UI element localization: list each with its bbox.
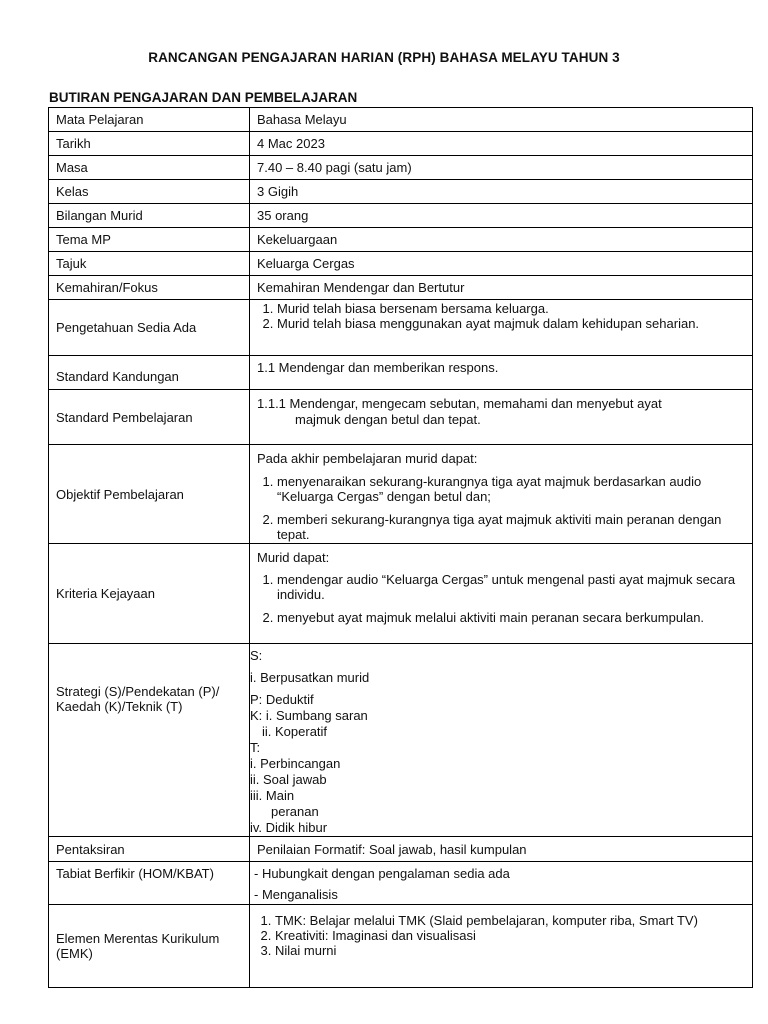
standard-line: 1.1.1 Mendengar, mengecam sebutan, memahami dan menyebut ayat [257,396,662,411]
table-row [49,180,753,204]
table-row [49,252,753,276]
row-value: 7.40 – 8.40 pagi (satu jam) [250,156,753,180]
thinking-item: - Hubungkait dengan pengalaman sedia ada [254,866,510,881]
row-label: Tema MP [49,228,250,252]
list-item: 2. Murid telah biasa menggunakan ayat majmuk dalam kehidupan seharian. [277,316,745,331]
row-label: Elemen Merentas Kurikulum (EMK) [49,905,250,988]
strategy-p: P: Deduktif [250,692,314,707]
strategy-k-item: ii. Koperatif [262,724,328,739]
list-item: 1. menyenaraikan sekurang-kurangnya tiga ayat majmuk berdasarkan audio “Keluarga Cergas” dengan betul dan; [277,474,745,504]
table-row [49,108,753,132]
list-item: 1. mendengar audio “Keluarga Cergas” untuk mengenal pasti ayat majmuk secara individu. [277,572,745,602]
strategy-k-item: K: i. Sumbang saran [250,708,368,723]
row-label: Pengetahuan Sedia Ada [49,300,250,356]
row-label: Tajuk [49,252,250,276]
table-row [49,837,753,862]
list-item: 2. memberi sekurang-kurangnya tiga ayat majmuk aktiviti main peranan dengan tepat. [277,512,745,542]
row-label: Objektif Pembelajaran [49,445,250,544]
table-row [49,445,753,544]
strategy-t-heading: T: [250,740,261,755]
row-value [250,544,753,644]
row-label: Tarikh [49,132,250,156]
prior-knowledge-list [257,301,745,331]
criteria-intro: Murid dapat: [257,550,330,565]
table-row [49,204,753,228]
strategy-t-item: iii. Main [250,788,295,803]
objective-list [257,474,745,542]
table-row [49,905,753,988]
objective-intro: Pada akhir pembelajaran murid dapat: [257,451,478,466]
table-row [49,276,753,300]
row-label: Standard Kandungan [49,356,250,390]
row-value: Kekeluargaan [250,228,753,252]
list-item: 2. Kreativiti: Imaginasi dan visualisasi [275,928,745,943]
lesson-details-table [48,107,753,988]
row-value: 35 orang [250,204,753,228]
row-value: 4 Mac 2023 [250,132,753,156]
row-value: 3 Gigih [250,180,753,204]
thinking-item: - Menganalisis [254,887,338,902]
row-value: Bahasa Melayu [250,108,753,132]
row-label: Masa [49,156,250,180]
row-label: Bilangan Murid [49,204,250,228]
document-title: RANCANGAN PENGAJARAN HARIAN (RPH) BAHASA MELAYU TAHUN 3 [148,50,620,65]
table-row [49,156,753,180]
row-value [250,905,753,988]
row-value [250,862,753,905]
section-title: BUTIRAN PENGAJARAN DAN PEMBELAJARAN [49,90,358,105]
row-value: 1.1 Mendengar dan memberikan respons. [250,356,753,390]
table-row [49,300,753,356]
row-label: Kemahiran/Fokus [49,276,250,300]
table-row [49,544,753,644]
row-label: Strategi (S)/Pendekatan (P)/ Kaedah (K)/Teknik (T) [49,644,250,837]
row-label: Pentaksiran [49,837,250,862]
row-value [250,300,753,356]
strategy-t-item: ii. Soal jawab [250,772,327,787]
criteria-list [257,572,745,625]
list-item: 3. Nilai murni [275,943,745,958]
emk-list [257,913,745,958]
row-label: Kriteria Kejayaan [49,544,250,644]
strategy-t-item: i. Perbincangan [250,756,341,771]
list-item: 1. Murid telah biasa bersenam bersama keluarga. [277,301,745,316]
list-item: 1. TMK: Belajar melalui TMK (Slaid pembelajaran, komputer riba, Smart TV) [275,913,745,928]
row-label: Kelas [49,180,250,204]
row-label: Standard Pembelajaran [49,390,250,445]
strategy-t-item: peranan [271,804,319,819]
row-value [250,390,753,445]
table-row [49,390,753,445]
list-item: 2. menyebut ayat majmuk melalui aktiviti main peranan secara berkumpulan. [277,610,745,625]
strategy-value [250,644,753,837]
row-value: Keluarga Cergas [250,252,753,276]
row-label: Tabiat Berfikir (HOM/KBAT) [49,862,250,905]
row-label: Mata Pelajaran [49,108,250,132]
table-row [49,228,753,252]
table-row [49,862,753,905]
strategy-s-heading: S: [250,648,263,663]
strategy-s-item: i. Berpusatkan murid [250,670,370,685]
table-row [49,132,753,156]
row-value: Kemahiran Mendengar dan Bertutur [250,276,753,300]
row-value [250,445,753,544]
table-row [49,356,753,390]
table-row [49,644,753,837]
strategy-t-item: iv. Didik hibur [250,820,328,835]
standard-line: majmuk dengan betul dan tepat. [295,412,481,427]
row-value: Penilaian Formatif: Soal jawab, hasil kumpulan [250,837,753,862]
